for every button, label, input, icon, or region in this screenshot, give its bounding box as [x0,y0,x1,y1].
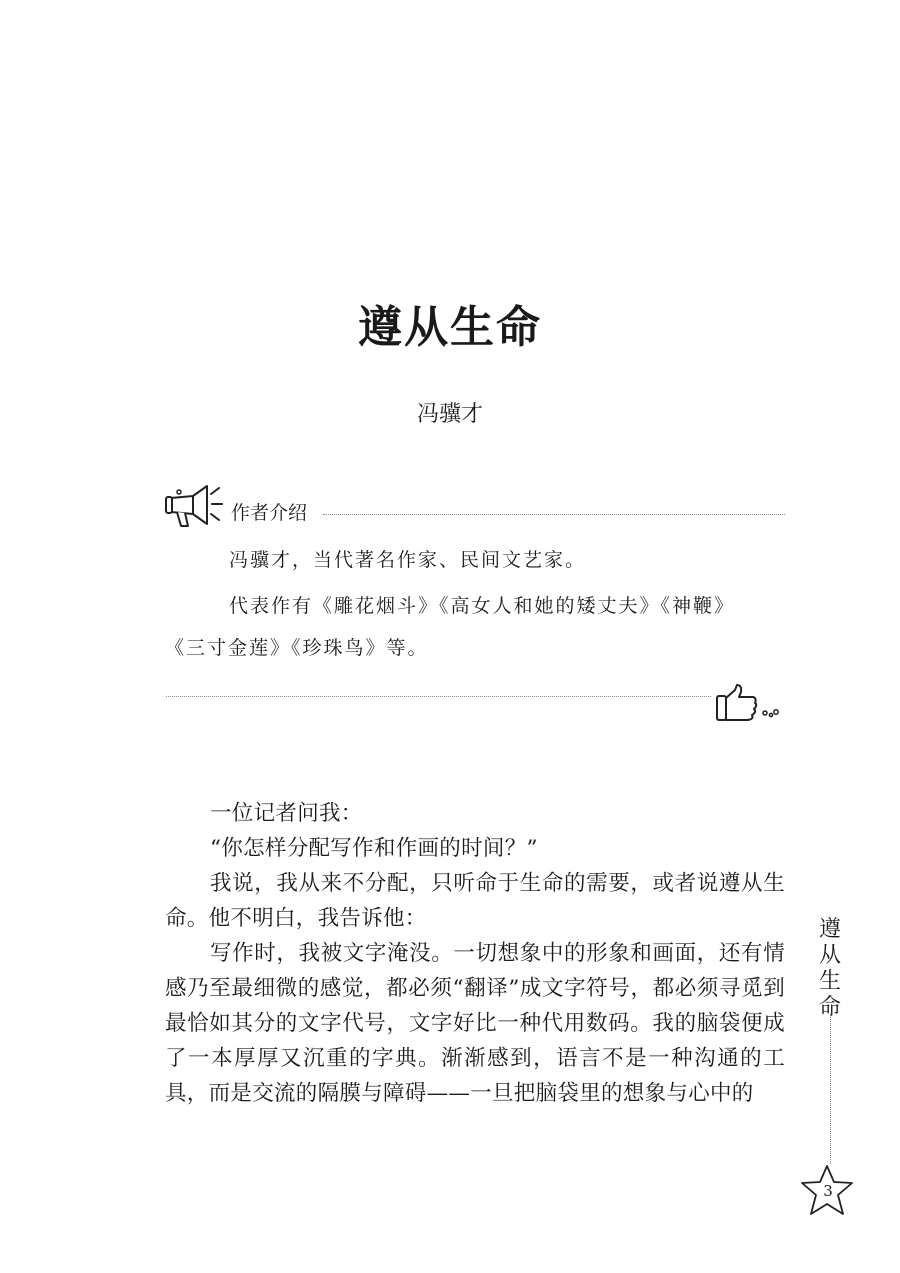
author-intro-header [163,484,785,534]
dotted-divider [323,514,785,515]
author-name: 冯骥才 [416,402,483,427]
running-title-char: 遵 [818,917,841,942]
running-title-char: 生 [818,969,841,994]
thumbs-up-icon [713,684,783,724]
body-paragraph: 我说，我从来不分配，只听命于生命的需要，或者说遵从生命。他不明白，我告诉他： [165,871,785,931]
running-title [814,917,846,1021]
dotted-divider [166,696,711,697]
running-title-char: 从 [818,943,841,968]
body-paragraph: “你怎样分配写作和作画的时间？” [210,836,538,861]
running-title-char: 命 [818,995,841,1020]
body-paragraph: 一位记者问我： [210,801,363,826]
intro-line: 冯骥才，当代著名作家、民间文艺家。 [229,549,587,571]
article-body [165,796,785,1111]
body-paragraph: 写作时，我被文字淹没。一切想象中的形象和画面，还有情感乃至最细微的感觉，都必须“翻译”成文字符号，都必须寻觅到最恰如其分的文字代号，文字好比一种代用数码。我的脑袋便成了一本厚厚又沉重的字典。渐渐感到，语言不是一种沟通的工具，而是交流的隔膜与障碍——一旦把脑袋里的想象与心中的 [165,941,785,1106]
intro-line: 代表作有《雕花烟斗》《高女人和她的矮丈夫》《神鞭》 [229,595,736,617]
page-number: 3 [823,1182,833,1200]
author-intro-label: 作者介绍 [231,502,308,524]
megaphone-icon [163,484,225,530]
page-title: 遵从生命 [358,302,542,353]
side-dotted-line [830,1014,831,1164]
intro-line: 《三寸金莲》《珍珠鸟》等。 [165,637,429,659]
